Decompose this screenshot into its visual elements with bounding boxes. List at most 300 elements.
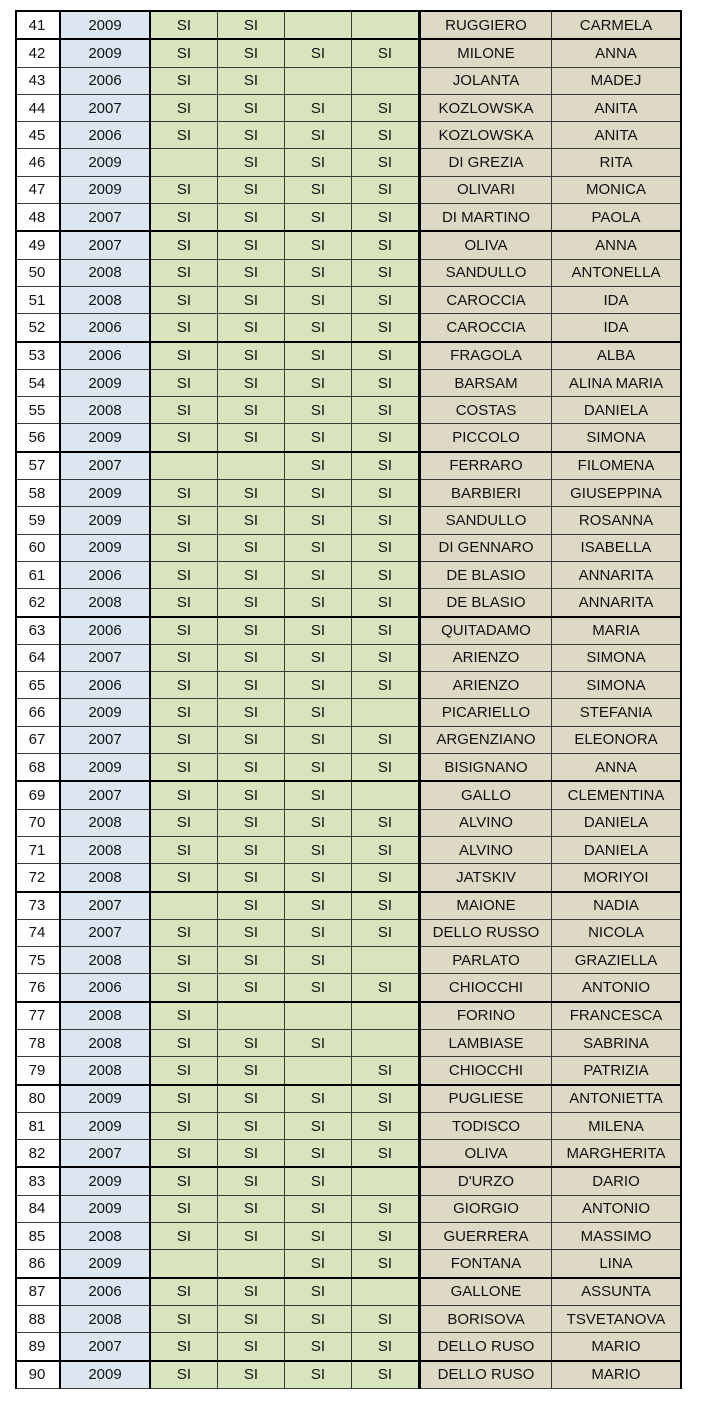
si-cell-4[interactable]: SI bbox=[352, 836, 420, 863]
surname-cell[interactable]: DI GENNARO bbox=[420, 534, 552, 561]
row-number[interactable]: 81 bbox=[16, 1112, 60, 1139]
year-cell[interactable]: 2008 bbox=[60, 1002, 150, 1030]
first-name-cell[interactable]: SIMONA bbox=[552, 672, 682, 699]
si-cell-1[interactable]: SI bbox=[150, 1002, 218, 1030]
year-cell[interactable]: 2009 bbox=[60, 149, 150, 176]
surname-cell[interactable]: DE BLASIO bbox=[420, 589, 552, 617]
first-name-cell[interactable]: CLEMENTINA bbox=[552, 781, 682, 809]
year-cell[interactable]: 2006 bbox=[60, 342, 150, 370]
surname-cell[interactable]: FONTANA bbox=[420, 1250, 552, 1278]
si-cell-1[interactable]: SI bbox=[150, 809, 218, 836]
si-cell-4[interactable]: SI bbox=[352, 1361, 420, 1389]
first-name-cell[interactable]: ALINA MARIA bbox=[552, 369, 682, 396]
surname-cell[interactable]: MILONE bbox=[420, 39, 552, 67]
si-cell-1[interactable]: SI bbox=[150, 11, 218, 39]
si-cell-3[interactable]: SI bbox=[285, 1167, 352, 1195]
si-cell-3[interactable]: SI bbox=[285, 974, 352, 1002]
si-cell-3[interactable]: SI bbox=[285, 314, 352, 342]
si-cell-1[interactable] bbox=[150, 1250, 218, 1278]
si-cell-4[interactable]: SI bbox=[352, 507, 420, 534]
si-cell-4[interactable]: SI bbox=[352, 754, 420, 782]
year-cell[interactable]: 2008 bbox=[60, 1029, 150, 1056]
row-number[interactable]: 43 bbox=[16, 67, 60, 94]
surname-cell[interactable]: FRAGOLA bbox=[420, 342, 552, 370]
si-cell-1[interactable] bbox=[150, 149, 218, 176]
year-cell[interactable]: 2008 bbox=[60, 286, 150, 313]
surname-cell[interactable]: GIORGIO bbox=[420, 1195, 552, 1222]
si-cell-1[interactable]: SI bbox=[150, 480, 218, 507]
year-cell[interactable]: 2009 bbox=[60, 1167, 150, 1195]
row-number[interactable]: 85 bbox=[16, 1223, 60, 1250]
si-cell-3[interactable]: SI bbox=[285, 726, 352, 753]
si-cell-2[interactable]: SI bbox=[218, 1167, 285, 1195]
year-cell[interactable]: 2009 bbox=[60, 11, 150, 39]
surname-cell[interactable]: ARIENZO bbox=[420, 672, 552, 699]
row-number[interactable]: 62 bbox=[16, 589, 60, 617]
si-cell-3[interactable] bbox=[285, 1002, 352, 1030]
first-name-cell[interactable]: ANNA bbox=[552, 39, 682, 67]
row-number[interactable]: 58 bbox=[16, 480, 60, 507]
si-cell-2[interactable]: SI bbox=[218, 204, 285, 232]
si-cell-1[interactable]: SI bbox=[150, 94, 218, 121]
row-number[interactable]: 53 bbox=[16, 342, 60, 370]
si-cell-2[interactable]: SI bbox=[218, 176, 285, 203]
si-cell-4[interactable]: SI bbox=[352, 204, 420, 232]
si-cell-4[interactable]: SI bbox=[352, 617, 420, 645]
si-cell-1[interactable]: SI bbox=[150, 1085, 218, 1113]
si-cell-1[interactable] bbox=[150, 892, 218, 920]
si-cell-2[interactable]: SI bbox=[218, 480, 285, 507]
si-cell-4[interactable]: SI bbox=[352, 94, 420, 121]
row-number[interactable]: 60 bbox=[16, 534, 60, 561]
row-number[interactable]: 49 bbox=[16, 231, 60, 259]
si-cell-3[interactable]: SI bbox=[285, 397, 352, 424]
surname-cell[interactable]: BARBIERI bbox=[420, 480, 552, 507]
si-cell-2[interactable]: SI bbox=[218, 892, 285, 920]
first-name-cell[interactable]: DARIO bbox=[552, 1167, 682, 1195]
si-cell-4[interactable] bbox=[352, 699, 420, 726]
surname-cell[interactable]: CAROCCIA bbox=[420, 314, 552, 342]
row-number[interactable]: 77 bbox=[16, 1002, 60, 1030]
year-cell[interactable]: 2009 bbox=[60, 1250, 150, 1278]
row-number[interactable]: 86 bbox=[16, 1250, 60, 1278]
first-name-cell[interactable]: MONICA bbox=[552, 176, 682, 203]
si-cell-4[interactable]: SI bbox=[352, 122, 420, 149]
first-name-cell[interactable]: ANNA bbox=[552, 754, 682, 782]
si-cell-2[interactable]: SI bbox=[218, 286, 285, 313]
si-cell-3[interactable]: SI bbox=[285, 672, 352, 699]
surname-cell[interactable]: KOZLOWSKA bbox=[420, 122, 552, 149]
si-cell-1[interactable]: SI bbox=[150, 781, 218, 809]
si-cell-1[interactable]: SI bbox=[150, 726, 218, 753]
first-name-cell[interactable]: MARGHERITA bbox=[552, 1140, 682, 1168]
si-cell-4[interactable]: SI bbox=[352, 286, 420, 313]
si-cell-2[interactable]: SI bbox=[218, 1057, 285, 1085]
first-name-cell[interactable]: ANTONELLA bbox=[552, 259, 682, 286]
si-cell-4[interactable]: SI bbox=[352, 1112, 420, 1139]
si-cell-3[interactable]: SI bbox=[285, 1361, 352, 1389]
year-cell[interactable]: 2007 bbox=[60, 726, 150, 753]
surname-cell[interactable]: SANDULLO bbox=[420, 507, 552, 534]
surname-cell[interactable]: PUGLIESE bbox=[420, 1085, 552, 1113]
first-name-cell[interactable]: MADEJ bbox=[552, 67, 682, 94]
surname-cell[interactable]: DI MARTINO bbox=[420, 204, 552, 232]
si-cell-3[interactable]: SI bbox=[285, 507, 352, 534]
si-cell-4[interactable]: SI bbox=[352, 1085, 420, 1113]
si-cell-2[interactable]: SI bbox=[218, 561, 285, 588]
row-number[interactable]: 47 bbox=[16, 176, 60, 203]
si-cell-2[interactable]: SI bbox=[218, 397, 285, 424]
si-cell-1[interactable]: SI bbox=[150, 1305, 218, 1332]
si-cell-2[interactable]: SI bbox=[218, 864, 285, 892]
si-cell-2[interactable]: SI bbox=[218, 1112, 285, 1139]
first-name-cell[interactable]: ISABELLA bbox=[552, 534, 682, 561]
si-cell-4[interactable]: SI bbox=[352, 1333, 420, 1361]
surname-cell[interactable]: DELLO RUSO bbox=[420, 1333, 552, 1361]
si-cell-1[interactable]: SI bbox=[150, 589, 218, 617]
first-name-cell[interactable]: ASSUNTA bbox=[552, 1278, 682, 1306]
si-cell-3[interactable]: SI bbox=[285, 452, 352, 480]
surname-cell[interactable]: CHIOCCHI bbox=[420, 974, 552, 1002]
first-name-cell[interactable]: ANITA bbox=[552, 94, 682, 121]
surname-cell[interactable]: RUGGIERO bbox=[420, 11, 552, 39]
first-name-cell[interactable]: FRANCESCA bbox=[552, 1002, 682, 1030]
surname-cell[interactable]: PICCOLO bbox=[420, 424, 552, 452]
row-number[interactable]: 83 bbox=[16, 1167, 60, 1195]
surname-cell[interactable]: JOLANTA bbox=[420, 67, 552, 94]
si-cell-3[interactable]: SI bbox=[285, 1140, 352, 1168]
year-cell[interactable]: 2009 bbox=[60, 1361, 150, 1389]
first-name-cell[interactable]: ANTONIO bbox=[552, 1195, 682, 1222]
si-cell-1[interactable]: SI bbox=[150, 507, 218, 534]
row-number[interactable]: 78 bbox=[16, 1029, 60, 1056]
first-name-cell[interactable]: SIMONA bbox=[552, 424, 682, 452]
surname-cell[interactable]: PARLATO bbox=[420, 947, 552, 974]
si-cell-2[interactable]: SI bbox=[218, 39, 285, 67]
si-cell-4[interactable]: SI bbox=[352, 231, 420, 259]
surname-cell[interactable]: TODISCO bbox=[420, 1112, 552, 1139]
row-number[interactable]: 48 bbox=[16, 204, 60, 232]
first-name-cell[interactable]: TSVETANOVA bbox=[552, 1305, 682, 1332]
si-cell-3[interactable] bbox=[285, 11, 352, 39]
row-number[interactable]: 41 bbox=[16, 11, 60, 39]
si-cell-3[interactable]: SI bbox=[285, 1085, 352, 1113]
si-cell-4[interactable]: SI bbox=[352, 1250, 420, 1278]
year-cell[interactable]: 2009 bbox=[60, 1195, 150, 1222]
si-cell-3[interactable]: SI bbox=[285, 561, 352, 588]
si-cell-3[interactable]: SI bbox=[285, 149, 352, 176]
si-cell-2[interactable]: SI bbox=[218, 974, 285, 1002]
first-name-cell[interactable]: MARIO bbox=[552, 1333, 682, 1361]
si-cell-3[interactable]: SI bbox=[285, 864, 352, 892]
row-number[interactable]: 66 bbox=[16, 699, 60, 726]
si-cell-1[interactable]: SI bbox=[150, 1029, 218, 1056]
surname-cell[interactable]: DELLO RUSSO bbox=[420, 919, 552, 946]
year-cell[interactable]: 2008 bbox=[60, 259, 150, 286]
year-cell[interactable]: 2006 bbox=[60, 314, 150, 342]
si-cell-3[interactable]: SI bbox=[285, 39, 352, 67]
si-cell-4[interactable]: SI bbox=[352, 314, 420, 342]
si-cell-1[interactable]: SI bbox=[150, 1167, 218, 1195]
first-name-cell[interactable]: IDA bbox=[552, 286, 682, 313]
row-number[interactable]: 80 bbox=[16, 1085, 60, 1113]
si-cell-4[interactable]: SI bbox=[352, 1305, 420, 1332]
first-name-cell[interactable]: DANIELA bbox=[552, 809, 682, 836]
si-cell-3[interactable]: SI bbox=[285, 534, 352, 561]
si-cell-3[interactable]: SI bbox=[285, 836, 352, 863]
si-cell-1[interactable]: SI bbox=[150, 864, 218, 892]
surname-cell[interactable]: ALVINO bbox=[420, 809, 552, 836]
year-cell[interactable]: 2008 bbox=[60, 589, 150, 617]
year-cell[interactable]: 2006 bbox=[60, 67, 150, 94]
si-cell-3[interactable] bbox=[285, 1057, 352, 1085]
year-cell[interactable]: 2006 bbox=[60, 122, 150, 149]
row-number[interactable]: 82 bbox=[16, 1140, 60, 1168]
first-name-cell[interactable]: MASSIMO bbox=[552, 1223, 682, 1250]
si-cell-1[interactable]: SI bbox=[150, 644, 218, 671]
si-cell-4[interactable]: SI bbox=[352, 561, 420, 588]
si-cell-2[interactable]: SI bbox=[218, 672, 285, 699]
first-name-cell[interactable]: SABRINA bbox=[552, 1029, 682, 1056]
year-cell[interactable]: 2007 bbox=[60, 452, 150, 480]
surname-cell[interactable]: KOZLOWSKA bbox=[420, 94, 552, 121]
surname-cell[interactable]: GALLO bbox=[420, 781, 552, 809]
si-cell-2[interactable]: SI bbox=[218, 809, 285, 836]
si-cell-4[interactable]: SI bbox=[352, 864, 420, 892]
year-cell[interactable]: 2008 bbox=[60, 1305, 150, 1332]
row-number[interactable]: 54 bbox=[16, 369, 60, 396]
si-cell-3[interactable]: SI bbox=[285, 424, 352, 452]
first-name-cell[interactable]: ALBA bbox=[552, 342, 682, 370]
surname-cell[interactable]: D'URZO bbox=[420, 1167, 552, 1195]
row-number[interactable]: 89 bbox=[16, 1333, 60, 1361]
row-number[interactable]: 55 bbox=[16, 397, 60, 424]
year-cell[interactable]: 2009 bbox=[60, 369, 150, 396]
row-number[interactable]: 84 bbox=[16, 1195, 60, 1222]
si-cell-2[interactable]: SI bbox=[218, 67, 285, 94]
si-cell-4[interactable]: SI bbox=[352, 424, 420, 452]
si-cell-3[interactable]: SI bbox=[285, 342, 352, 370]
si-cell-4[interactable]: SI bbox=[352, 1223, 420, 1250]
si-cell-3[interactable]: SI bbox=[285, 480, 352, 507]
year-cell[interactable]: 2007 bbox=[60, 1333, 150, 1361]
si-cell-1[interactable]: SI bbox=[150, 699, 218, 726]
year-cell[interactable]: 2009 bbox=[60, 39, 150, 67]
si-cell-4[interactable] bbox=[352, 67, 420, 94]
si-cell-1[interactable]: SI bbox=[150, 1278, 218, 1306]
year-cell[interactable]: 2008 bbox=[60, 809, 150, 836]
si-cell-4[interactable]: SI bbox=[352, 149, 420, 176]
surname-cell[interactable]: ALVINO bbox=[420, 836, 552, 863]
si-cell-4[interactable]: SI bbox=[352, 39, 420, 67]
si-cell-1[interactable]: SI bbox=[150, 259, 218, 286]
si-cell-1[interactable]: SI bbox=[150, 1223, 218, 1250]
first-name-cell[interactable]: DANIELA bbox=[552, 836, 682, 863]
si-cell-4[interactable]: SI bbox=[352, 919, 420, 946]
si-cell-1[interactable]: SI bbox=[150, 397, 218, 424]
row-number[interactable]: 79 bbox=[16, 1057, 60, 1085]
si-cell-3[interactable]: SI bbox=[285, 176, 352, 203]
si-cell-1[interactable]: SI bbox=[150, 1140, 218, 1168]
si-cell-4[interactable]: SI bbox=[352, 534, 420, 561]
year-cell[interactable]: 2009 bbox=[60, 507, 150, 534]
si-cell-3[interactable]: SI bbox=[285, 1029, 352, 1056]
si-cell-3[interactable]: SI bbox=[285, 892, 352, 920]
surname-cell[interactable]: GUERRERA bbox=[420, 1223, 552, 1250]
si-cell-2[interactable] bbox=[218, 1002, 285, 1030]
row-number[interactable]: 74 bbox=[16, 919, 60, 946]
si-cell-2[interactable]: SI bbox=[218, 617, 285, 645]
si-cell-2[interactable]: SI bbox=[218, 94, 285, 121]
row-number[interactable]: 56 bbox=[16, 424, 60, 452]
row-number[interactable]: 61 bbox=[16, 561, 60, 588]
si-cell-2[interactable]: SI bbox=[218, 1140, 285, 1168]
si-cell-3[interactable]: SI bbox=[285, 644, 352, 671]
si-cell-4[interactable] bbox=[352, 1029, 420, 1056]
si-cell-3[interactable]: SI bbox=[285, 1195, 352, 1222]
row-number[interactable]: 57 bbox=[16, 452, 60, 480]
si-cell-1[interactable]: SI bbox=[150, 561, 218, 588]
year-cell[interactable]: 2006 bbox=[60, 561, 150, 588]
row-number[interactable]: 63 bbox=[16, 617, 60, 645]
year-cell[interactable]: 2007 bbox=[60, 1140, 150, 1168]
surname-cell[interactable]: MAIONE bbox=[420, 892, 552, 920]
first-name-cell[interactable]: ANNARITA bbox=[552, 561, 682, 588]
si-cell-2[interactable]: SI bbox=[218, 231, 285, 259]
si-cell-2[interactable]: SI bbox=[218, 726, 285, 753]
first-name-cell[interactable]: CARMELA bbox=[552, 11, 682, 39]
first-name-cell[interactable]: IDA bbox=[552, 314, 682, 342]
si-cell-2[interactable]: SI bbox=[218, 1333, 285, 1361]
si-cell-2[interactable]: SI bbox=[218, 149, 285, 176]
si-cell-3[interactable]: SI bbox=[285, 1305, 352, 1332]
si-cell-3[interactable]: SI bbox=[285, 1112, 352, 1139]
si-cell-3[interactable]: SI bbox=[285, 122, 352, 149]
year-cell[interactable]: 2009 bbox=[60, 1085, 150, 1113]
year-cell[interactable]: 2007 bbox=[60, 644, 150, 671]
row-number[interactable]: 64 bbox=[16, 644, 60, 671]
si-cell-1[interactable]: SI bbox=[150, 672, 218, 699]
si-cell-3[interactable]: SI bbox=[285, 94, 352, 121]
surname-cell[interactable]: FORINO bbox=[420, 1002, 552, 1030]
first-name-cell[interactable]: ANTONIO bbox=[552, 974, 682, 1002]
si-cell-1[interactable]: SI bbox=[150, 314, 218, 342]
si-cell-1[interactable]: SI bbox=[150, 67, 218, 94]
si-cell-2[interactable]: SI bbox=[218, 644, 285, 671]
si-cell-4[interactable]: SI bbox=[352, 1057, 420, 1085]
year-cell[interactable]: 2008 bbox=[60, 397, 150, 424]
surname-cell[interactable]: DE BLASIO bbox=[420, 561, 552, 588]
year-cell[interactable]: 2007 bbox=[60, 919, 150, 946]
si-cell-3[interactable]: SI bbox=[285, 754, 352, 782]
year-cell[interactable]: 2006 bbox=[60, 1278, 150, 1306]
row-number[interactable]: 73 bbox=[16, 892, 60, 920]
si-cell-4[interactable]: SI bbox=[352, 892, 420, 920]
surname-cell[interactable]: SANDULLO bbox=[420, 259, 552, 286]
si-cell-4[interactable]: SI bbox=[352, 672, 420, 699]
si-cell-4[interactable]: SI bbox=[352, 397, 420, 424]
si-cell-3[interactable]: SI bbox=[285, 617, 352, 645]
year-cell[interactable]: 2008 bbox=[60, 864, 150, 892]
si-cell-1[interactable]: SI bbox=[150, 342, 218, 370]
si-cell-3[interactable]: SI bbox=[285, 919, 352, 946]
si-cell-1[interactable]: SI bbox=[150, 231, 218, 259]
row-number[interactable]: 45 bbox=[16, 122, 60, 149]
si-cell-2[interactable] bbox=[218, 1250, 285, 1278]
year-cell[interactable]: 2007 bbox=[60, 781, 150, 809]
si-cell-1[interactable]: SI bbox=[150, 836, 218, 863]
si-cell-1[interactable]: SI bbox=[150, 122, 218, 149]
si-cell-2[interactable]: SI bbox=[218, 781, 285, 809]
first-name-cell[interactable]: GIUSEPPINA bbox=[552, 480, 682, 507]
row-number[interactable]: 59 bbox=[16, 507, 60, 534]
si-cell-4[interactable]: SI bbox=[352, 589, 420, 617]
first-name-cell[interactable]: ANNA bbox=[552, 231, 682, 259]
year-cell[interactable]: 2009 bbox=[60, 534, 150, 561]
first-name-cell[interactable]: ROSANNA bbox=[552, 507, 682, 534]
first-name-cell[interactable]: ANITA bbox=[552, 122, 682, 149]
row-number[interactable]: 88 bbox=[16, 1305, 60, 1332]
si-cell-1[interactable]: SI bbox=[150, 1333, 218, 1361]
si-cell-4[interactable] bbox=[352, 781, 420, 809]
si-cell-1[interactable]: SI bbox=[150, 947, 218, 974]
si-cell-3[interactable]: SI bbox=[285, 809, 352, 836]
year-cell[interactable]: 2006 bbox=[60, 974, 150, 1002]
first-name-cell[interactable]: DANIELA bbox=[552, 397, 682, 424]
first-name-cell[interactable]: MARIA bbox=[552, 617, 682, 645]
si-cell-2[interactable]: SI bbox=[218, 259, 285, 286]
si-cell-4[interactable]: SI bbox=[352, 644, 420, 671]
first-name-cell[interactable]: SIMONA bbox=[552, 644, 682, 671]
year-cell[interactable]: 2009 bbox=[60, 1112, 150, 1139]
row-number[interactable]: 75 bbox=[16, 947, 60, 974]
year-cell[interactable]: 2008 bbox=[60, 1057, 150, 1085]
si-cell-2[interactable]: SI bbox=[218, 754, 285, 782]
year-cell[interactable]: 2006 bbox=[60, 617, 150, 645]
row-number[interactable]: 42 bbox=[16, 39, 60, 67]
si-cell-2[interactable]: SI bbox=[218, 369, 285, 396]
si-cell-4[interactable] bbox=[352, 947, 420, 974]
si-cell-1[interactable]: SI bbox=[150, 1195, 218, 1222]
surname-cell[interactable]: ARIENZO bbox=[420, 644, 552, 671]
si-cell-4[interactable] bbox=[352, 1002, 420, 1030]
si-cell-2[interactable]: SI bbox=[218, 589, 285, 617]
year-cell[interactable]: 2009 bbox=[60, 176, 150, 203]
si-cell-4[interactable]: SI bbox=[352, 726, 420, 753]
row-number[interactable]: 51 bbox=[16, 286, 60, 313]
row-number[interactable]: 71 bbox=[16, 836, 60, 863]
si-cell-3[interactable]: SI bbox=[285, 231, 352, 259]
si-cell-2[interactable]: SI bbox=[218, 1305, 285, 1332]
si-cell-3[interactable]: SI bbox=[285, 259, 352, 286]
si-cell-2[interactable]: SI bbox=[218, 1361, 285, 1389]
year-cell[interactable]: 2007 bbox=[60, 204, 150, 232]
si-cell-3[interactable] bbox=[285, 67, 352, 94]
si-cell-4[interactable]: SI bbox=[352, 452, 420, 480]
si-cell-1[interactable]: SI bbox=[150, 39, 218, 67]
si-cell-4[interactable]: SI bbox=[352, 480, 420, 507]
si-cell-3[interactable]: SI bbox=[285, 781, 352, 809]
si-cell-4[interactable] bbox=[352, 1278, 420, 1306]
first-name-cell[interactable]: MORIYOI bbox=[552, 864, 682, 892]
si-cell-2[interactable]: SI bbox=[218, 919, 285, 946]
si-cell-2[interactable]: SI bbox=[218, 699, 285, 726]
si-cell-2[interactable]: SI bbox=[218, 314, 285, 342]
row-number[interactable]: 68 bbox=[16, 754, 60, 782]
si-cell-1[interactable]: SI bbox=[150, 1057, 218, 1085]
first-name-cell[interactable]: NICOLA bbox=[552, 919, 682, 946]
year-cell[interactable]: 2009 bbox=[60, 424, 150, 452]
